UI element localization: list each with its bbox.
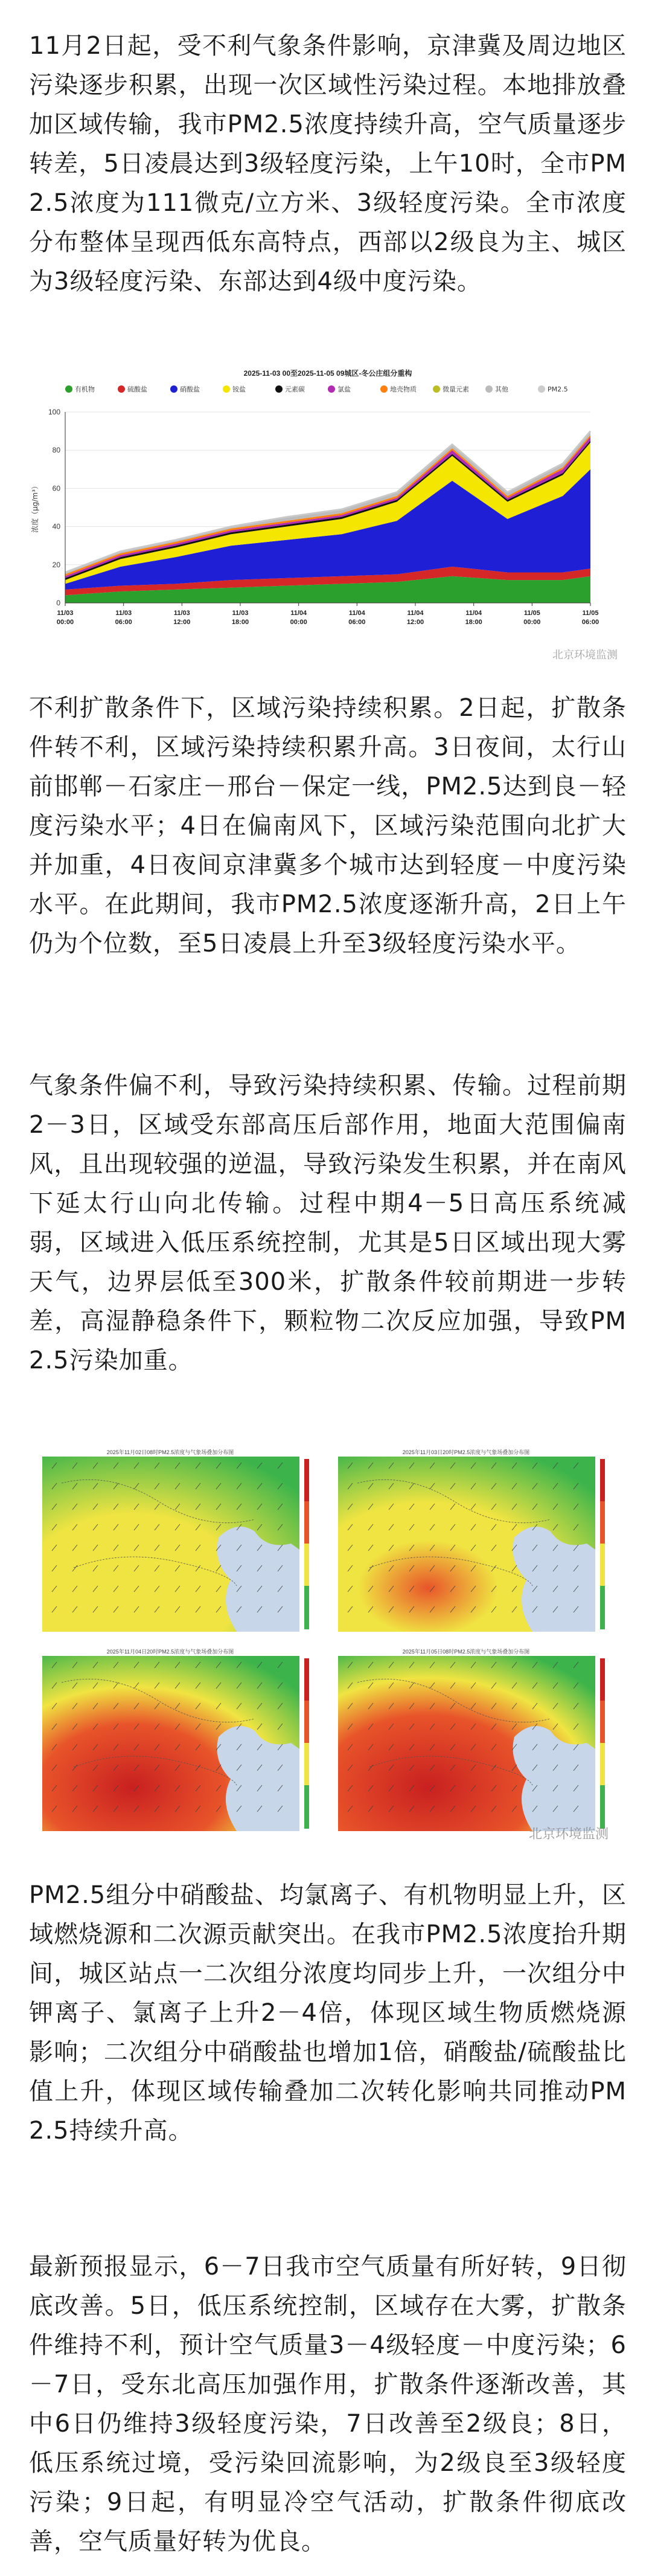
legend-label: 铵盐	[232, 385, 246, 393]
map-panel-2	[333, 1447, 612, 1635]
x-tick-date: 11/03	[173, 610, 190, 617]
y-tick-label: 100	[48, 408, 60, 416]
map-caption: 2025年11月04日20时PM2.5浓度与气象场叠加分布图	[106, 1649, 234, 1655]
pm25-composition-chart	[29, 362, 627, 665]
paragraph-regional: 不利扩散条件下，区域污染持续积累。2日起，扩散条件转不利，区域污染持续积累升高。3日夜间，太行山前邯郸－石家庄－邢台－保定一线，PM2.5达到良－轻度污染水平；4日在偏南风下，区域污染范围向北扩大并加重，4日夜间京津冀多个城市达到轻度－中度污染水平。在此期间，我市PM2.5浓度逐渐升高，2日上午仍为个位数，至5日凌晨上升至3级轻度污染水平。	[29, 694, 627, 958]
y-tick-label: 60	[52, 484, 60, 493]
legend-label: 微量元素	[443, 385, 469, 393]
y-tick-label: 40	[52, 522, 60, 531]
x-tick-date: 11/04	[290, 610, 307, 617]
legend-swatch	[328, 385, 335, 393]
x-tick-time: 12:00	[173, 619, 191, 626]
x-tick-time: 18:00	[465, 619, 482, 626]
chart-areas	[65, 431, 590, 603]
x-tick-time: 12:00	[406, 619, 424, 626]
y-tick-label: 20	[52, 560, 60, 569]
x-tick-date: 11/03	[57, 610, 74, 617]
legend-label: 硫酸盐	[127, 385, 147, 393]
paragraph-intro: 11月2日起，受不利气象条件影响，京津冀及周边地区污染逐步积累，出现一次区域性污染过程。本地排放叠加区域传输，我市PM2.5浓度持续升高，空气质量逐步转差，5日凌晨达到3级轻度污染，上午10时，全市PM2.5浓度为111微克/立方米、3级轻度污染。全市浓度分布整体呈现西低东高特点，西部以2级良为主、城区为3级轻度污染、东部达到4级中度污染。	[29, 32, 627, 295]
map-heatfield	[37, 1447, 316, 1635]
chart-ylabel: 浓度（μg/m³）	[31, 482, 39, 533]
legend-swatch	[275, 385, 283, 393]
x-tick-time: 00:00	[56, 619, 74, 626]
legend-swatch	[170, 385, 177, 393]
x-tick-date: 11/04	[407, 610, 424, 617]
x-tick-date: 11/05	[582, 610, 599, 617]
paragraph-weather: 气象条件偏不利，导致污染持续积累、传输。过程前期2－3日，区域受东部高压后部作用，地面大范围偏南风，且出现较强的逆温，导致污染发生积累，并在南风下延太行山向北传输。过程中期4－5日高压系统减弱，区域进入低压系统控制，尤其是5日区域出现大雾天气，边界层低至300米，扩散条件较前期进一步转差，高湿静稳条件下，颗粒物二次反应加强，导致PM2.5污染加重。	[29, 1072, 627, 1374]
legend-swatch	[485, 385, 493, 393]
y-tick-label: 0	[56, 599, 60, 607]
map-panel-3	[37, 1646, 316, 1835]
map-caption: 2025年11月05日08时PM2.5浓度与气象场叠加分布图	[402, 1649, 530, 1655]
x-tick-time: 18:00	[231, 619, 249, 626]
map-heatfield	[37, 1646, 316, 1835]
map-panel-1	[37, 1447, 316, 1635]
x-tick-time: 00:00	[523, 619, 541, 626]
pm25-map-grid	[37, 1447, 621, 1843]
legend-swatch	[65, 385, 72, 393]
x-tick-date: 11/03	[232, 610, 249, 617]
paragraph-composition: PM2.5组分中硝酸盐、均氯离子、有机物明显上升，区域燃烧源和二次源贡献突出。在我市PM2.5浓度抬升期间，城区站点一二次组分浓度均同步上升，一次组分中钾离子、氯离子上升2－4倍，体现区域生物质燃烧源影响；二次组分中硝酸盐也增加1倍，硝酸盐/硫酸盐比值上升，体现区域传输叠加二次转化影响共同推动PM2.5持续升高。	[29, 1881, 627, 2145]
map-heatfield	[333, 1447, 612, 1635]
legend-label: 有机物	[75, 385, 95, 393]
legend-label: 地壳物质	[390, 385, 417, 393]
legend-swatch	[433, 385, 440, 393]
x-tick-date: 11/05	[523, 610, 540, 617]
legend-swatch	[538, 385, 545, 393]
map-heatfield	[333, 1646, 612, 1835]
chart-svg	[29, 362, 627, 665]
x-tick-date: 11/03	[115, 610, 132, 617]
legend-label: 元素碳	[285, 385, 305, 393]
chart-legend	[65, 385, 568, 393]
legend-label: 硝酸盐	[180, 385, 200, 393]
x-tick-date: 11/04	[348, 610, 365, 617]
legend-swatch	[380, 385, 388, 393]
x-tick-time: 06:00	[581, 619, 599, 626]
legend-swatch	[118, 385, 125, 393]
legend-label: 氯盐	[337, 385, 351, 393]
x-tick-time: 06:00	[115, 619, 132, 626]
map-panel-4	[333, 1646, 612, 1835]
paragraph-forecast: 最新预报显示，6－7日我市空气质量有所好转，9日彻底改善。5日，低压系统控制，区域存在大雾，扩散条件维持不利，预计空气质量3－4级轻度－中度污染；6－7日，受东北高压加强作用，扩散条件逐渐改善，其中6日仍维持3级轻度污染，7日改善至2级良；8日，低压系统过境，受污染回流影响，为2级良至3级轻度污染；9日起，有明显冷空气活动，扩散条件彻底改善，空气质量好转为优良。	[29, 2253, 627, 2555]
x-tick-time: 00:00	[290, 619, 307, 626]
legend-swatch	[223, 385, 230, 393]
maps-watermark: 北京环境监测	[528, 1827, 609, 1842]
map-caption: 2025年11月02日08时PM2.5浓度与气象场叠加分布图	[106, 1449, 234, 1455]
legend-label: PM2.5	[548, 385, 568, 393]
x-tick-time: 06:00	[348, 619, 366, 626]
chart-watermark: 北京环境监测	[552, 649, 618, 662]
x-tick-date: 11/04	[465, 610, 482, 617]
chart-title: 2025-11-03 00至2025-11-05 09城区-冬公庄组分重构	[243, 369, 412, 378]
map-caption: 2025年11月03日20时PM2.5浓度与气象场叠加分布图	[402, 1449, 530, 1455]
y-tick-label: 80	[52, 446, 60, 455]
legend-label: 其他	[495, 385, 508, 393]
